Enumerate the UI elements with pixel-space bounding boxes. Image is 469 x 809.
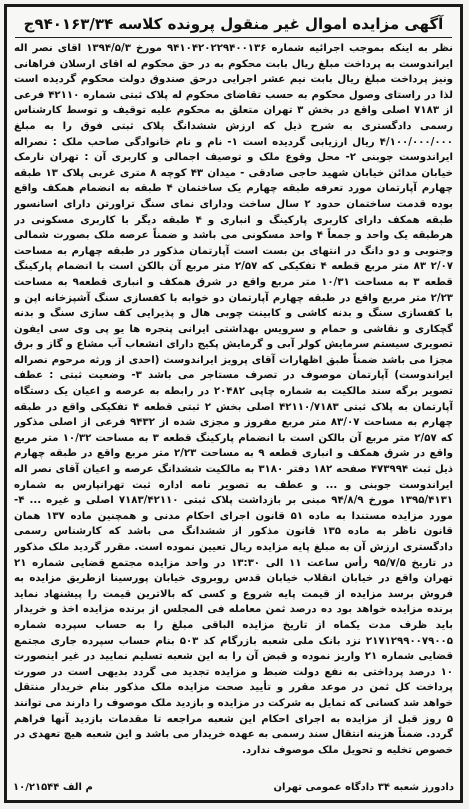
notice-code: م الف ۱۰/۲۱۵۴۴ [13,781,93,793]
title-divider [15,37,452,38]
auction-notice [4,4,463,803]
notice-footer [13,777,454,797]
notice-body: نظر به اینکه بموجب اجرائیه شماره ۹۴۱۰۴۲۰۲۲۹۴۰۰۱۳۶ مورخ ۱۳۹۴/۵/۳ اقای نصر اله ایراندوست به پرداخت مبلغ ریال بابت محکوم به در حق محکوم له اقای ارسلان فراهانی ونیز پرداخت مبلغ ریال بابت نیم عشر اجرایی درحق صندوق دولت محکوم گردیده است لذا در راستای وصول محکوم به حسب تقاضای محکوم له پلاک ثبتی شماره ۴۲۱۱۰ فرعی از ۷۱۸۳ اصلی واقع در بخش ۳ تهران متعلق به محکوم علیه توقیف و توسط کارشناس رسمی دادگستری به شرح ذیل که ارزش ششدانگ پلاک ثبتی فوق را به مبلغ ۴/۱۰۰/۰۰۰/۰۰۰ ریال ارزیابی گردیده است ۱- نام و نام خانوادگی صاحب ملک : نصراله ایراندوست جوبنی ۲- محل وقوع ملک و توصیف اجمالی و کاربری آن : تهران نارمک خیابان مدائن خیابان شهید حاجی صادقی - میدان ۴۳ کوچه ۸ متری غربی پلاک ۱۳ طبقه چهارم آپارتمان مورد تعرفه طبقه چهارم یک ساختمان ۴ طبقه به انضمام همکف واقع بوده قدمت ساختمان حدود ۲ سال ساخت ودارای نمای سنگ تراورتن دارای اسانسور طبقه همکف دارای کاربری پارکینگ و انباری و ۴ طبقه دیگر با کاربری مسکونی در هرطبقه یک واحد و جمعاً ۴ واحد مسکونی می باشد و ضمناً عرصه ملک بصورت شمالی وجنوبی و دو دانگ در انتهای بن بست است آپارتمان مذکور در طبقه چهارم به مساحت ۲/۰۷ ۸۳ متر مربع قطعه ۴ تفکیکی که ۲/۵۷ متر مربع آن بالکن است با انضمام پارکینگ قطعه ۳ به مساحت ۱۰/۳۱ متر مربع واقع در شرق همکف و انباری قطعه۹ به مساحت ۲/۲۳ متر مربع واقع در طبقه چهارم آپارتمان دو خوابه با کفسازی سنگ آشپزخانه اپن و با کفسازی سنگ و بدنه کاشی و کابینت چوبی هال و پذیرایی کف سازی سنگ و بدنه گچکاری و نقاشی و حمام و سرویس بهداشتی ایرانی پنجره ها یو پی وی سی ایفون تصویری سیستم سرمایش کولر آبی و گرمایش پکیج دارای انشعاب آب مشاع و گاز و برق مجزا می باشد ضمناً طبق اظهارات آقای پرویز ایراندوست (احدی از ورثه مرحوم نصراله ایراندوست) آپارتمان موصوف در تصرف مستاجر می باشد ۳- وضعیت ثبتی : عطف تصویر برگه سند مالکیت به شماره چاپی ۲۰۴۸۲ در رابطه به عرصه و اعیان یک دستگاه آپارتمان به پلاک ثبتی ۴۲۱۱۰/۷۱۸۳ اصلی بخش ۲ ثبتی قطعه ۴ تفکیکی واقع در طبقه چهارم به مساحت ۸۳/۰۷ متر مربع مفروز و مجزی شده از ۹۴۳۲ فرعی از اصلی مذکور که ۲/۵۷ متر مربع آن بالکن است با انضمام پارکینگ قطعه ۳ به مساحت ۱۰/۳۲ متر مربع واقع در شرق همکف و انباری قطعه ۹ به مساحت ۲/۲۳ متر مربع واقع در طبقه چهارم ذیل ثبت ۴۷۳۹۹۴ صفحه ۱۸۲ دفتر ۳۱۸۰ به مالکیت ششدانگ عرصه و اعیان آقای نصر اله ایراندوست جوبنی و ... و عطف به تصویر نامه اداره ثبت تهرانپارس به شماره ۱۳۹۵/۴۱۳۱ مورخ ۹۴/۸/۹ مبنی بر بازداشت پلاک ثبتی ۷۱۸۳/۴۲۱۱۰ اصلی و غیره ... ۴- مورد مزایده مستندا به ماده ۵۱ قانون اجرای احکام مدنی و همچنین ماده ۱۳۷ همان قانون ناظر به ماده ۱۳۵ قانون مذکور از ششدانگ می باشد که کارشناس رسمی دادگستری ارزش آن به مبلغ پایه مزایده ریال تعیین نموده است. مقرر گردید ملک مذکور در تاریخ ۹۵/۷/۵ رأس ساعت ۱۱ الی ۱۳:۳۰ در واحد مزایده مجتمع قضایی شماره ۲۱ تهران واقع در خیابان انقلاب خیابان قدس روبروی خیابان پورسینا ازطریق مزایده به فروش برسد مزایده از قیمت پایه شروع و کسی که بالاترین قیمت را پیشنهاد نماید برنده مزایده خواهد بود ده درصد ثمن معامله فی المجلس از برنده مزایده اخذ و خریدار باید ظرف مدت یکماه از تاریخ مزایده الباقی مبلغ را به حساب سپرده شماره ۲۱۷۱۲۹۹۰۰۷۹۰۰۵ نزد بانک ملی شعبه بازرگام کد ۵۰۳ بنام حساب سپرده جاری مجتمع قضایی شماره ۲۱ واریز نموده و قبض آن را به این شعبه تسلیم نمایید در غیر اینصورت ۱۰ درصد پرداختی به نفع دولت ضبط و مزایده تجدید می گردد بدیهی است در صورت پرداخت کل ثمن در موعد مقرر و تأیید صحت مزایده ملک مذکور بنام خریدار منتقل خواهد شد کسانی که تمایل به شرکت در مزایده و بازدید ملک موصوف را دارند می توانند ۵ روز قبل از مزایده به اجرای احکام این شعبه مراجعه تا مقدمات بازدید آنها فراهم گردد. ضمناً هزینه انتقال سند رسمی به عهده خریدار می باشد و این شعبه هیچ تعهدی در خصوص تخلیه و تحویل ملک موصوف ندارد. [14,43,453,756]
notice-signature: دادورز شعبه ۳۴ دادگاه عمومی تهران [273,781,454,793]
notice-title: آگهی مزایده اموال غیر منقول پرونده کلاسه ۹۴۰۱۶۳/۳۴ج [23,15,444,33]
